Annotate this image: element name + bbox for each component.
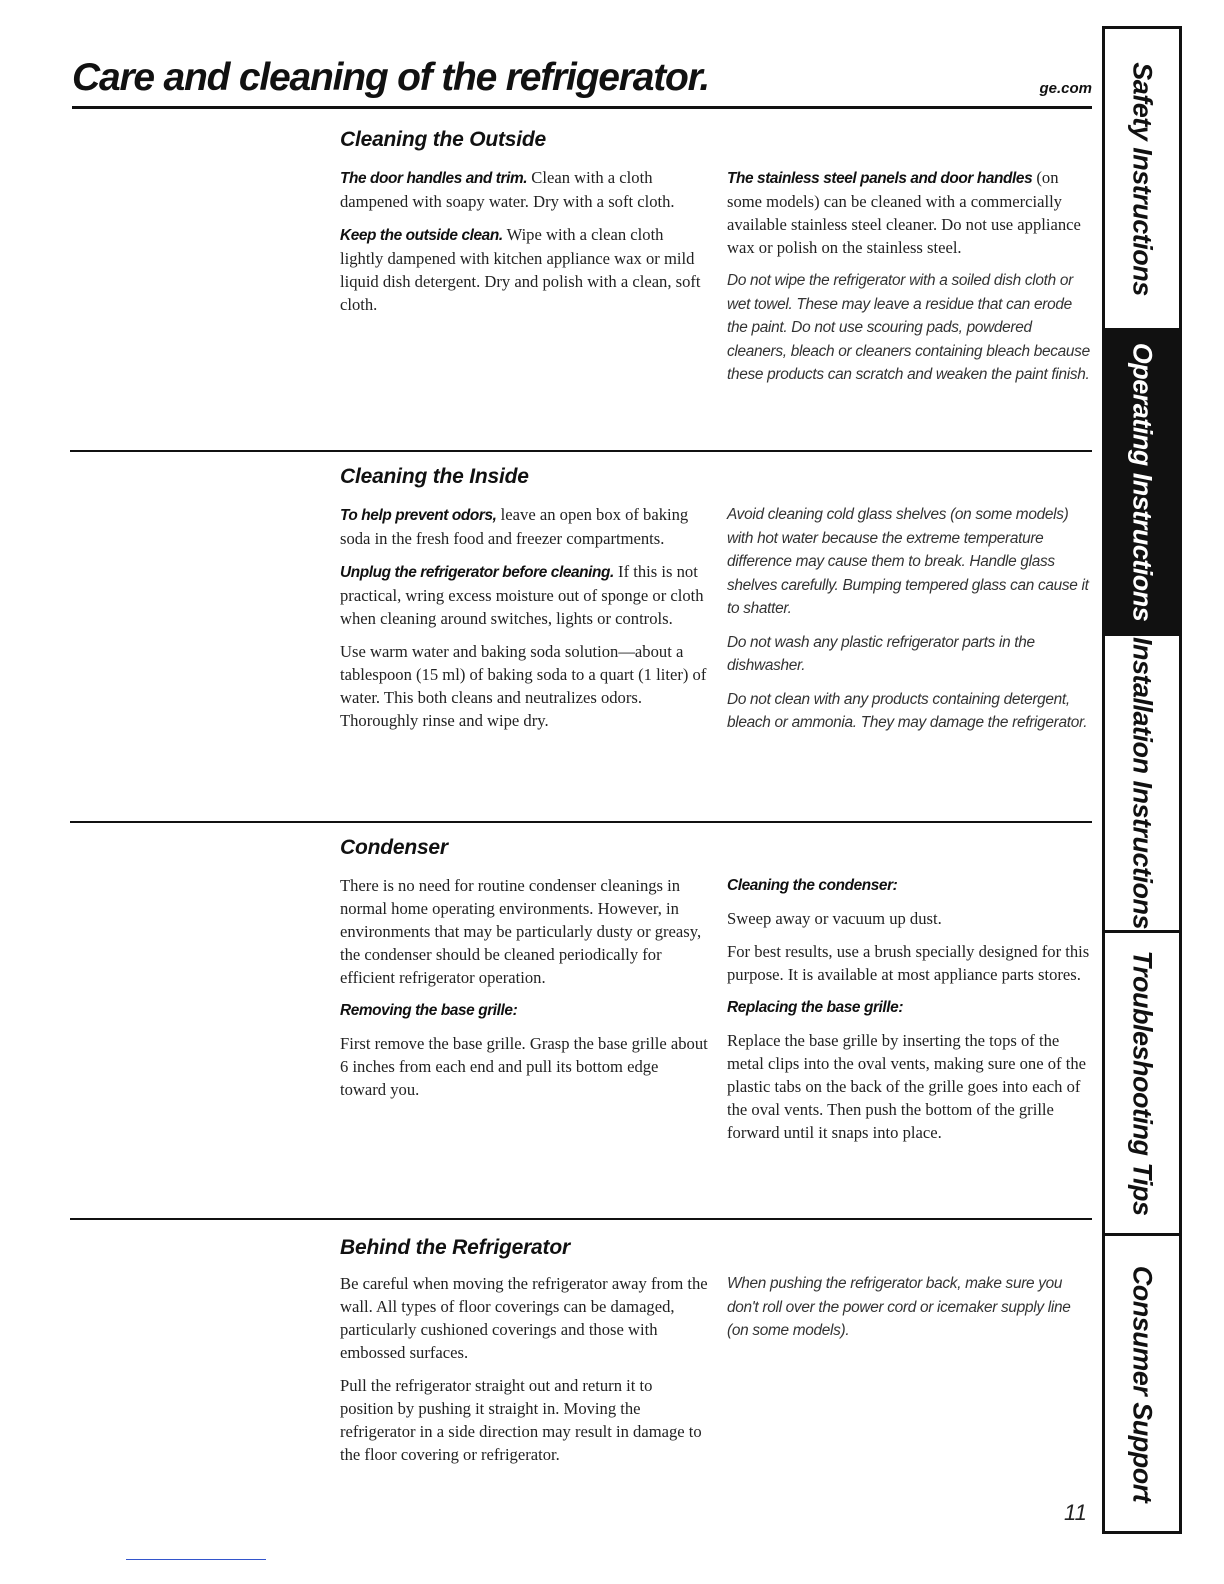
lead-phrase: The door handles and trim. xyxy=(340,170,528,187)
caution-note: Do not wash any plastic refrigerator parts in the dishwasher. xyxy=(727,633,1035,674)
tab-operating-instructions[interactable] xyxy=(1105,331,1179,636)
tab-safety-instructions[interactable] xyxy=(1105,29,1179,331)
paragraph: First remove the base grille. Grasp the base grille about 6 inches from each end and pull its bottom edge toward you. xyxy=(340,1034,708,1099)
section-heading-behind: Behind the Refrigerator xyxy=(340,1236,570,1259)
tab-troubleshooting-tips[interactable] xyxy=(1105,933,1179,1236)
body-text: leave an open box of baking soda in the fresh food and freezer compartments. xyxy=(340,505,689,548)
tab-label: Safety Instructions xyxy=(1127,61,1158,296)
tab-label: Consumer Support xyxy=(1127,1265,1158,1502)
paragraph: Pull the refrigerator straight out and return it to position by pushing it straight in. Moving the refrigerator in a side direction may result in damage to the floor covering or refrigerator. xyxy=(340,1376,702,1464)
behind-left-column xyxy=(340,1272,708,1476)
section-tabs-sidebar xyxy=(1102,26,1182,1534)
tab-label: Troubleshooting Tips xyxy=(1127,950,1158,1216)
paragraph: Sweep away or vacuum up dust. xyxy=(727,909,942,928)
paragraph: For best results, use a brush specially designed for this purpose. It is available at most appliance parts stores. xyxy=(727,942,1090,984)
inside-right-column xyxy=(727,503,1095,745)
inside-left-column xyxy=(340,503,708,742)
lead-phrase: The stainless steel panels and door handles xyxy=(727,170,1033,187)
subheading-cleaning-condenser: Cleaning the condenser: xyxy=(727,877,898,894)
site-url[interactable]: ge.com xyxy=(1039,80,1092,97)
paragraph: Replace the base grille by inserting the tops of the metal clips into the oval vents, making sure one of the plastic tabs on the back of the grille goes into each of the oval vents. Then push the bottom of the grille forward until it snaps into place. xyxy=(727,1031,1086,1142)
section-heading-condenser: Condenser xyxy=(340,836,448,859)
section-divider xyxy=(70,450,1092,452)
tab-consumer-support[interactable] xyxy=(1105,1236,1179,1531)
section-heading-outside: Cleaning the Outside xyxy=(340,128,547,151)
caution-note: Avoid cleaning cold glass shelves (on some models) with hot water because the extreme temperature difference may cause them to break. Handle glass shelves carefully. Bumping tempered glass can cause it to shatter. xyxy=(727,506,1089,617)
section-divider xyxy=(70,1218,1092,1220)
lead-phrase: Unplug the refrigerator before cleaning. xyxy=(340,564,614,581)
body-text: Clean with a cloth dampened with soapy water. Dry with a soft cloth. xyxy=(340,168,675,211)
paragraph xyxy=(340,166,708,213)
body-text: If this is not practical, wring excess moisture out of sponge or cloth when cleaning around switches, lights or controls. xyxy=(340,562,704,628)
paragraph: Be careful when moving the refrigerator away from the wall. All types of floor coverings can be damaged, particularly cushioned coverings and those with embossed surfaces. xyxy=(340,1274,708,1362)
paragraph xyxy=(727,166,1095,259)
caution-note: Do not wipe the refrigerator with a soiled dish cloth or wet towel. These may leave a residue that can erode the paint. Do not use scouring pads, powdered cleaners, bleach or cleaners containing bleach because these products can scratch and weaken the paint finish. xyxy=(727,272,1090,383)
page-number: 11 xyxy=(1064,1500,1087,1525)
paragraph xyxy=(340,223,708,316)
tab-label: Operating Instructions xyxy=(1127,342,1158,622)
footer-line xyxy=(126,1559,266,1560)
outside-left-column xyxy=(340,166,708,326)
header-rule xyxy=(72,106,1092,109)
behind-right-column xyxy=(727,1272,1095,1353)
tab-label: Installation Instructions xyxy=(1127,636,1158,930)
section-heading-inside: Cleaning the Inside xyxy=(340,465,529,488)
body-text: (on some models) can be cleaned with a commercially available stainless steel cleaner. Do not use appliance wax or polish on the stainless steel. xyxy=(727,168,1081,257)
paragraph: There is no need for routine condenser cleanings in normal home operating environments. However, in environments that may be particularly dusty or greasy, the condenser should be cleaned periodically for efficient refrigerator operation. xyxy=(340,876,702,987)
caution-note: When pushing the refrigerator back, make sure you don't roll over the power cord or icemaker supply line (on some models). xyxy=(727,1275,1071,1339)
condenser-right-column xyxy=(727,874,1095,1154)
caution-note: Do not clean with any products containing detergent, bleach or ammonia. They may damage the refrigerator. xyxy=(727,690,1088,731)
page-title: Care and cleaning of the refrigerator. xyxy=(72,56,710,99)
section-divider xyxy=(70,821,1092,823)
subheading-removing-grille: Removing the base grille: xyxy=(340,1002,518,1019)
lead-phrase: To help prevent odors, xyxy=(340,507,497,524)
condenser-left-column xyxy=(340,874,708,1111)
subheading-replacing-grille: Replacing the base grille: xyxy=(727,999,904,1016)
lead-phrase: Keep the outside clean. xyxy=(340,227,503,244)
paragraph xyxy=(340,503,708,550)
outside-right-column xyxy=(727,166,1095,397)
paragraph xyxy=(340,560,708,630)
paragraph: Use warm water and baking soda solution—about a tablespoon (15 ml) of baking soda to a quart (1 liter) of water. This both cleans and neutralizes odors. Thoroughly rinse and wipe dry. xyxy=(340,642,707,730)
body-text: Wipe with a clean cloth lightly dampened with kitchen appliance wax or mild liquid dish detergent. Dry and polish with a clean, soft cloth. xyxy=(340,225,701,314)
tab-installation-instructions[interactable] xyxy=(1105,636,1179,933)
